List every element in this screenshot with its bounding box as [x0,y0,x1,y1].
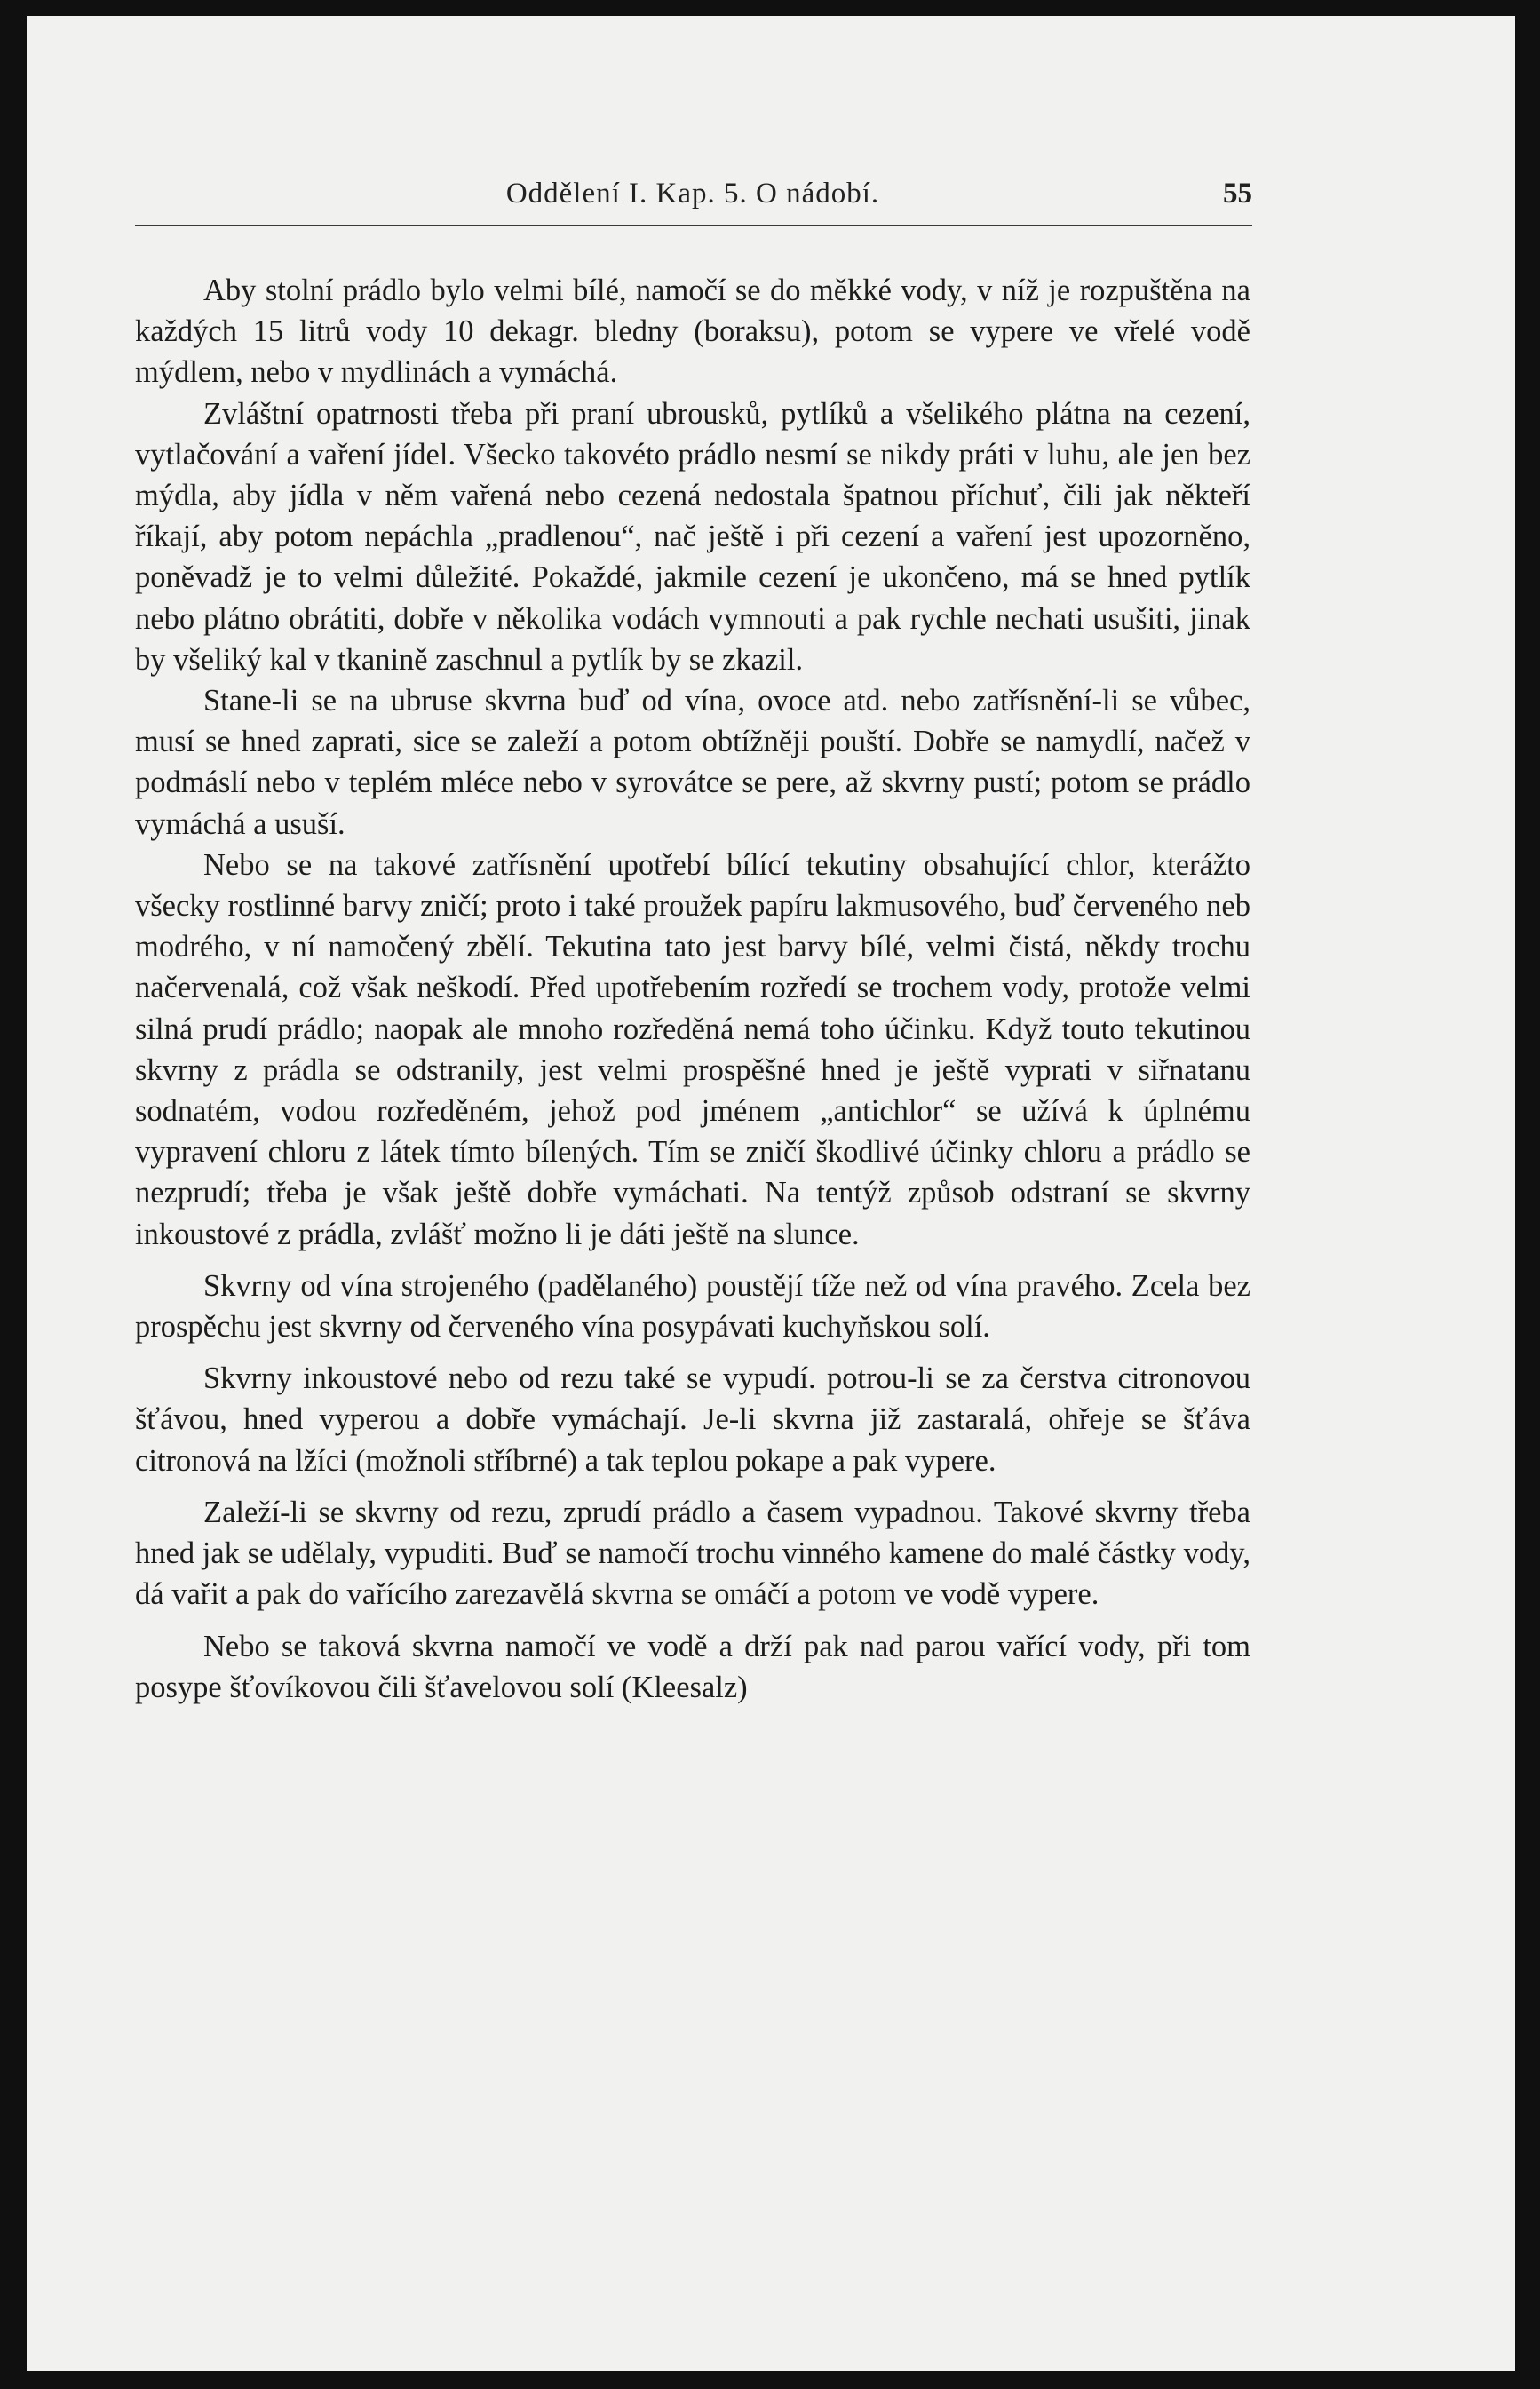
paragraph: Nebo se na takové zatřísnění upotřebí bílící tekutiny obsahující chlor, kterážto všecky rostlinné barvy zničí; proto i také proužek papíru lakmusového, buď červeného neb modrého, v ní namočený zbělí. Tekutina tato jest barvy bílé, velmi čistá, někdy trochu načervenalá, což však neškodí. Před upotřebením rozředí se trochem vody, protože velmi silná prudí prádlo; naopak ale mnoho rozředěná nemá toho účinku. Když touto tekutinou skvrny z prádla se odstranily, jest velmi prospěšné hned je ještě vyprati v siřnatanu sodnatém, vodou rozředěném, jehož pod jménem „antichlor“ se užívá k úplnému vypravení chloru z látek tímto bílených. Tím se zničí škodlivé účinky chloru a prádlo se nezprudí; třeba je však ještě dobře vymáchati. Na tentýž způsob odstraní se skvrny inkoustové z prádla, zvlášť možno li je dáti ještě na slunce. [135,847,1250,1251]
paragraph: Zvláštní opatrnosti třeba při praní ubrousků, pytlíků a všelikého plátna na cezení, vytlačování a vaření jídel. Všecko takovéto prádlo nesmí se nikdy práti v luhu, ale jen bez mýdla, aby jídla v něm vařená nebo cezená nedostala špatnou příchuť, čili jak někteří říkají, aby potom nepáchla „pradlenou“, nač ještě i při cezení a vaření jest upozorněno, poněvadž je to velmi důležité. Pokaždé, jakmile cezení je ukončeno, má se hned pytlík nebo plátno obrátiti, dobře v několika vodách vymnouti a pak rychle nechati usušiti, jinak by všeliký kal v tkanině zaschnul a pytlík by se zkazil. [135,396,1250,677]
paragraph: Skvrny od vína strojeného (padělaného) poustějí tíže než od vína pravého. Zcela bez prospěchu jest skvrny od červeného vína posypávati kuchyňskou solí. [135,1268,1250,1345]
body-text [135,270,1250,1708]
page-number: 55 [1223,178,1252,210]
paragraph: Stane-li se na ubruse skvrna buď od vína, ovoce atd. nebo zatřísnění-li se vůbec, musí se hned zaprati, sice se zaleží a potom obtížněji pouští. Dobře se namydlí, načež v podmáslí nebo v teplém mléce nebo v syrovátce se pere, až skvrny pustí; potom se prádlo vymáchá a usuší. [135,684,1250,841]
paragraph: Aby stolní prádlo bylo velmi bílé, namočí se do měkké vody, v níž je rozpuštěna na každých 15 litrů vody 10 dekagr. bledny (boraksu), potom se vypere ve vřelé vodě mýdlem, nebo v mydlinách a vymáchá. [135,274,1250,390]
paragraph: Skvrny inkoustové nebo od rezu také se vypudí. potrou-li se za čerstva citronovou šťávou, hned vyperou a dobře vymáchají. Je-li skvrna již zastaralá, ohřeje se šťáva citronová na lžíci (možnoli stříbrné) a tak teplou pokape a pak vypere. [135,1361,1250,1478]
paragraph: Zaleží-li se skvrny od rezu, zprudí prádlo a časem vypadnou. Takové skvrny třeba hned jak se udělaly, vypuditi. Buď se namočí trochu vinného kamene do malé částky vody, dá vařit a pak do vařícího zarezavělá skvrna se omáčí a potom ve vodě vypere. [135,1495,1250,1612]
running-header-title: Oddělení I. Kap. 5. O nádobí. [505,178,880,210]
running-header [133,178,1252,220]
header-rule [135,225,1252,226]
paragraph: Nebo se taková skvrna namočí ve vodě a drží pak nad parou vařící vody, při tom posype šťovíkovou čili šťavelovou solí (Kleesalz) [135,1629,1250,1704]
